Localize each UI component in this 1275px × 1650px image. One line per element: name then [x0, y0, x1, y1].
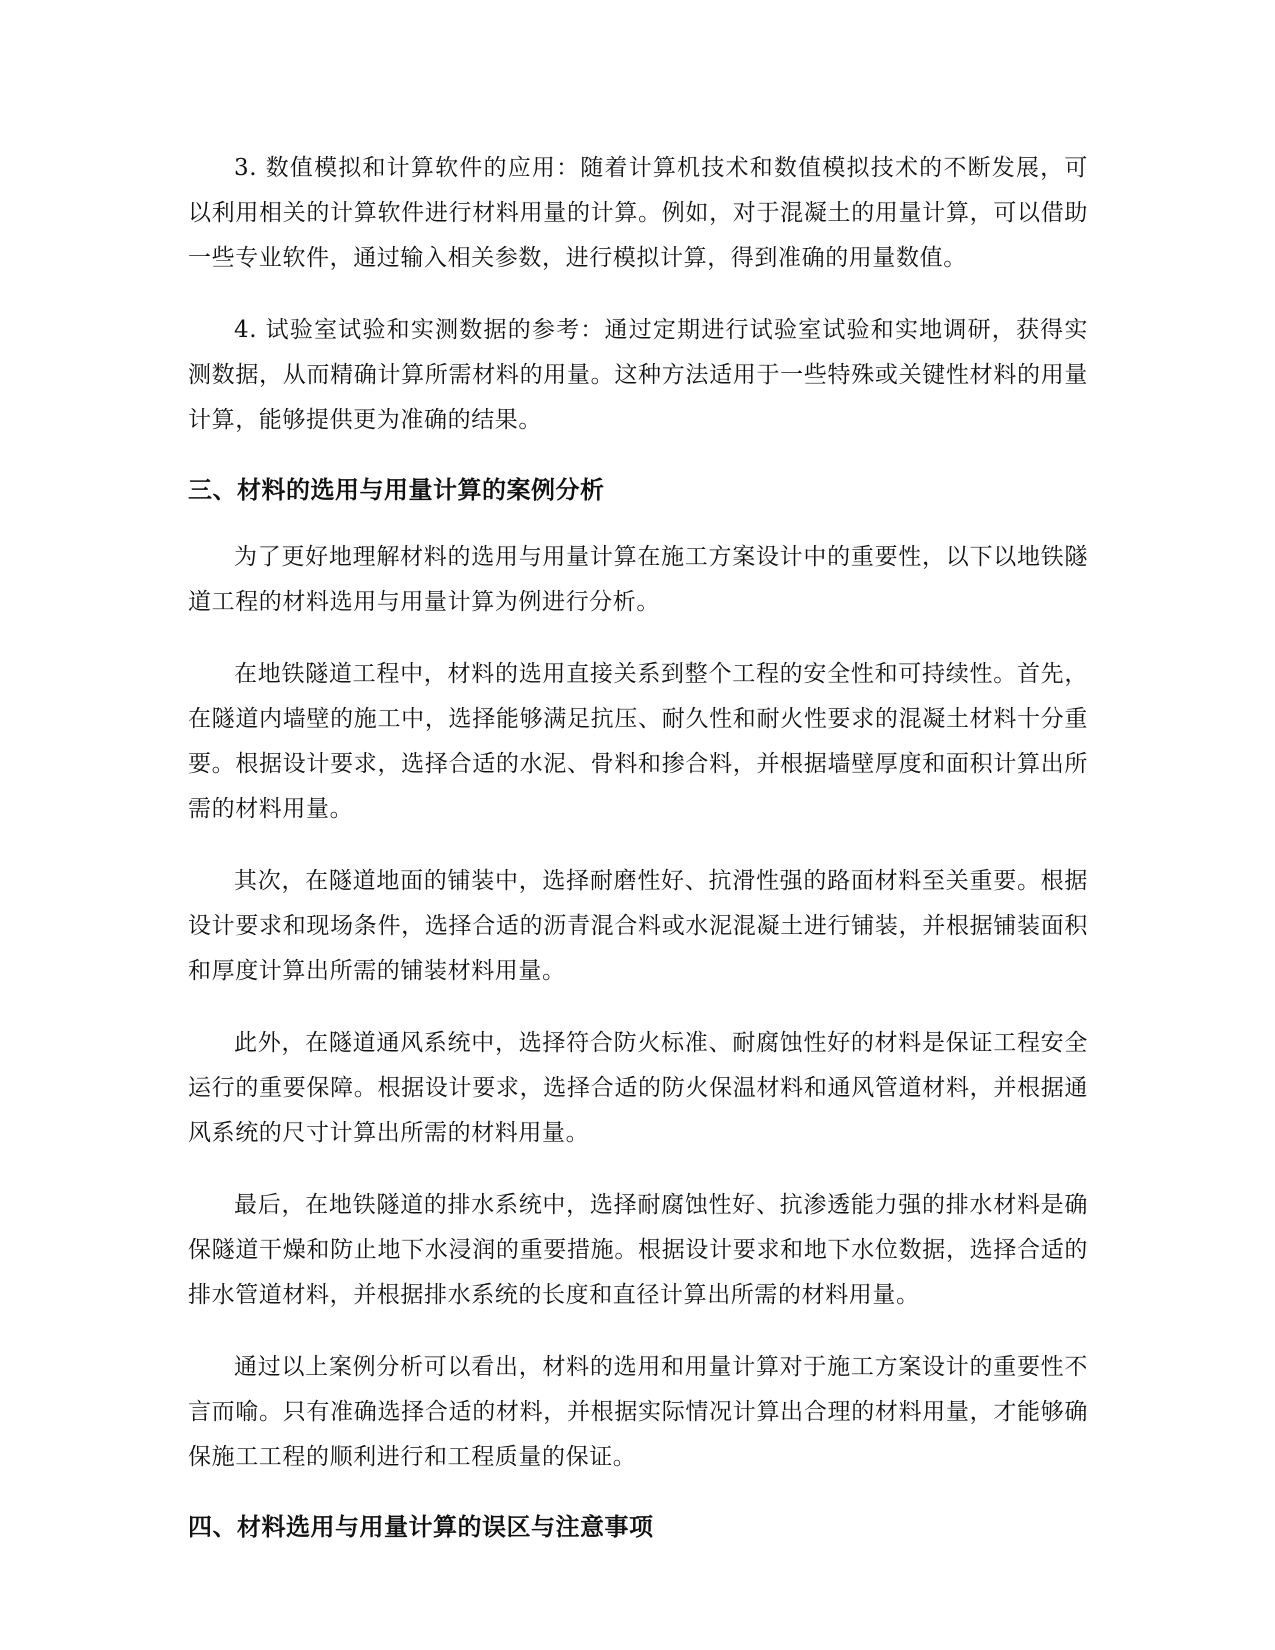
document-body: [188, 146, 1088, 1572]
paragraph-lab-test-data: 4. 试验室试验和实测数据的参考：通过定期进行试验室试验和实地调研，获得实测数据，从而精确计算所需材料的用量。这种方法适用于一些特殊或关键性材料的用量计算，能够提供更为准确的结果。: [188, 317, 1088, 433]
section-heading-pitfalls: 四、材料选用与用量计算的误区与注意事项: [188, 1513, 654, 1541]
paragraph-case-intro: 为了更好地理解材料的选用与用量计算在施工方案设计中的重要性，以下以地铁隧道工程的材料选用与用量计算为例进行分析。: [188, 544, 1088, 615]
paragraph-drainage: 最后，在地铁隧道的排水系统中，选择耐腐蚀性好、抗渗透能力强的排水材料是确保隧道干燥和防止地下水浸润的重要措施。根据设计要求和地下水位数据，选择合适的排水管道材料，并根据排水系统的长度和直径计算出所需的材料用量。: [188, 1192, 1088, 1308]
paragraph-tunnel-wall: 在地铁隧道工程中，材料的选用直接关系到整个工程的安全性和可持续性。首先，在隧道内墙壁的施工中，选择能够满足抗压、耐久性和耐火性要求的混凝土材料十分重要。根据设计要求，选择合适的水泥、骨料和掺合料，并根据墙壁厚度和面积计算出所需的材料用量。: [188, 661, 1088, 822]
section-heading-case-analysis: 三、材料的选用与用量计算的案例分析: [188, 476, 605, 504]
paragraph-case-conclusion: 通过以上案例分析可以看出，材料的选用和用量计算对于施工方案设计的重要性不言而喻。只有准确选择合适的材料，并根据实际情况计算出合理的材料用量，才能够确保施工工程的顺利进行和工程质量的保证。: [188, 1354, 1088, 1470]
paragraph-tunnel-pavement: 其次，在隧道地面的铺装中，选择耐磨性好、抗滑性强的路面材料至关重要。根据设计要求和现场条件，选择合适的沥青混合料或水泥混凝土进行铺装，并根据铺装面积和厚度计算出所需的铺装材料用量。: [188, 868, 1088, 984]
paragraph-numerical-simulation: 3. 数值模拟和计算软件的应用：随着计算机技术和数值模拟技术的不断发展，可以利用相关的计算软件进行材料用量的计算。例如，对于混凝土的用量计算，可以借助一些专业软件，通过输入相关参数，进行模拟计算，得到准确的用量数值。: [188, 155, 1088, 271]
paragraph-ventilation: 此外，在隧道通风系统中，选择符合防火标准、耐腐蚀性好的材料是保证工程安全运行的重要保障。根据设计要求，选择合适的防火保温材料和通风管道材料，并根据通风系统的尺寸计算出所需的材料用量。: [188, 1030, 1088, 1146]
